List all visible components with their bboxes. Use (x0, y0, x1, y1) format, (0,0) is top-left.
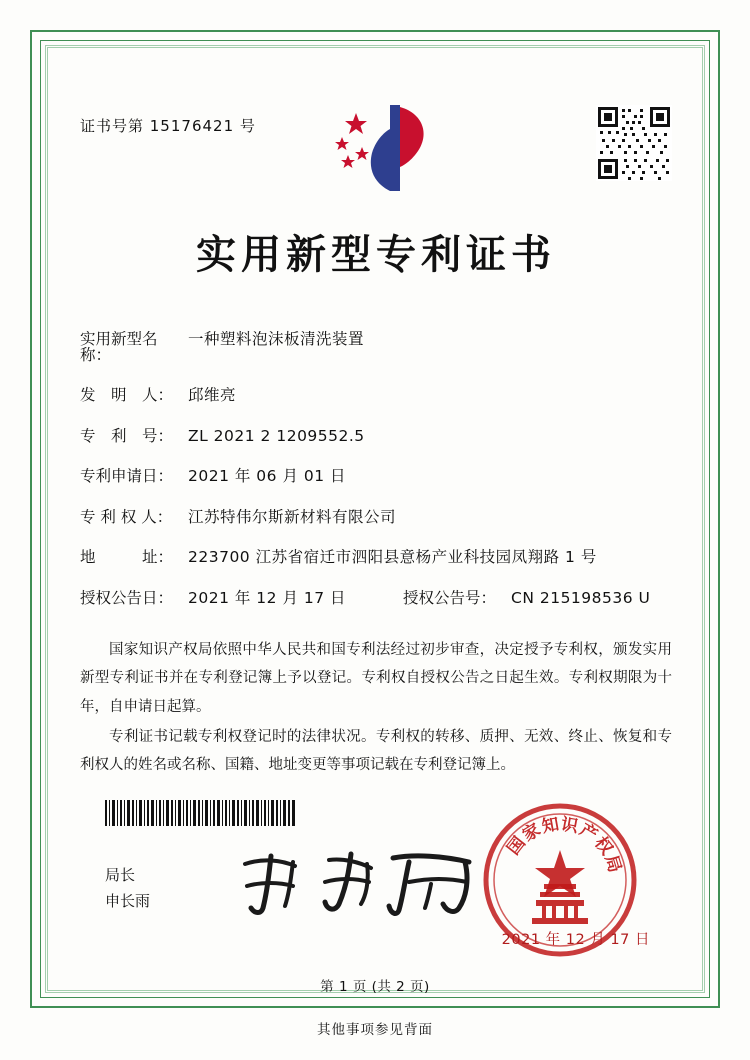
field-row-patent-number (80, 426, 672, 445)
corner-ornament-top-left (30, 30, 66, 66)
legal-paragraph-1: 国家知识产权局依照中华人民共和国专利法经过初步审查，决定授予专利权，颁发实用新型专利证书并在专利登记簿上予以登记。专利权自授权公告之日起生效。专利权期限为十年，自申请日起算。 (80, 642, 672, 715)
qr-code-icon (596, 105, 672, 181)
field-label: 专 利 权 人： (80, 507, 173, 526)
seal-date: 2021 年 12 月 17 日 (501, 932, 650, 948)
director-info (105, 862, 150, 915)
field-row-utility-model-name (80, 332, 672, 363)
field-label: 专 利 号： (80, 426, 174, 445)
svg-text:局: 局 (600, 852, 625, 875)
svg-text:产: 产 (575, 819, 601, 846)
field-list (80, 332, 672, 606)
field-value: 223700 江苏省宿迁市泗阳县意杨产业科技园凤翔路 1 号 (188, 548, 597, 566)
field-row-patentee (80, 507, 672, 526)
legal-paragraph-2: 专利证书记载专利权登记时的法律状况。专利权的转移、质押、无效、终止、恢复和专利权人的姓名或名称、国籍、地址变更等事项记载在专利登记簿上。 (80, 728, 672, 774)
field-row-application-date (80, 469, 672, 485)
director-name: 申长雨 (105, 892, 151, 911)
svg-text:权: 权 (590, 833, 617, 859)
field-label: 实用新型名称： (80, 330, 158, 364)
patent-office-logo-icon (322, 95, 442, 200)
field-label: 发 明 人： (80, 386, 174, 404)
field-value: 2021 年 06 月 01 日 (188, 467, 347, 485)
corner-ornament-top-right (684, 30, 720, 66)
field-row-address (80, 550, 672, 566)
field-label: 地 址： (80, 548, 174, 566)
field-value: ZL 2021 2 1209552.5 (188, 426, 365, 445)
field-value-grant-number: CN 215198536 U (511, 588, 651, 607)
field-row-inventor (80, 388, 672, 404)
svg-text:知: 知 (540, 814, 561, 838)
page-number: 第 1 页 (共 2 页) (320, 979, 430, 995)
field-value: 一种塑料泡沫板清洗装置 (188, 330, 365, 348)
svg-text:家: 家 (519, 819, 545, 846)
field-value-grant-date: 2021 年 12 月 17 日 (188, 588, 347, 607)
field-value: 江苏特伟尔斯新材料有限公司 (188, 507, 397, 526)
handwritten-signature-icon (233, 848, 503, 918)
certificate-content (80, 95, 672, 781)
legal-text (80, 636, 672, 779)
director-title: 局长 (105, 866, 136, 884)
certificate-number: 证书号第 15176421 号 (80, 117, 256, 135)
field-label: 专利申请日： (80, 467, 174, 485)
field-label-grant-date: 授权公告日： (80, 588, 174, 607)
page-title: 实用新型专利证书 (196, 232, 556, 278)
field-row-grant-announcement (80, 588, 672, 607)
header-row (80, 95, 672, 205)
field-label-grant-number: 授权公告号： (403, 588, 497, 607)
signature-block (105, 800, 650, 970)
svg-text:国: 国 (503, 833, 530, 859)
svg-text:识: 识 (559, 814, 580, 838)
barcode-icon (105, 800, 295, 826)
footer-note: 其他事项参见背面 (317, 1022, 433, 1038)
field-value: 邱维亮 (188, 386, 237, 404)
